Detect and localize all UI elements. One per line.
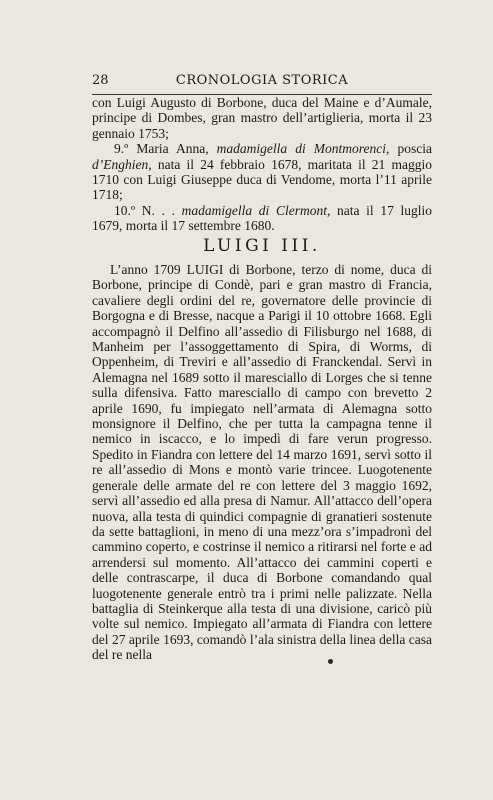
entry-10-rest: , nata il 17 luglio 1679, morta il 17 settembre 1680. — [92, 202, 433, 234]
body-text — [92, 262, 432, 663]
page-header — [92, 73, 432, 91]
entry-continuation: con Luigi Augusto di Borbone, duca del Maine e d’Aumale, principe di Dombes, gran mastro dell’artiglieria, morta il 23 gennaio 1753; — [92, 95, 432, 141]
entry-10 — [92, 203, 432, 234]
entry-9-title: d’Enghien — [92, 156, 149, 172]
genealogy-entries — [92, 95, 432, 234]
ink-spot — [328, 659, 333, 664]
entry-9-mid: , poscia — [386, 141, 432, 157]
entry-9-name: madamigella di Montmorenci — [216, 141, 387, 157]
section-title: LUIGI III. — [203, 236, 321, 256]
entry-9-rest: , nata il 24 febbraio 1678, maritata il 21 maggio 1710 con Luigi Giuseppe duca di Vendome, morta l’11 aprile 1718; — [92, 156, 432, 203]
entry-10-number: 10.º N. . . — [114, 202, 182, 218]
running-title: CRONOLOGIA STORICA — [175, 73, 349, 88]
entry-10-name: madamigella di Clermont — [181, 202, 327, 218]
body-paragraph: L’anno 1709 LUIGI di Borbone, terzo di nome, duca di Borbone, principe di Condè, pari e gran mastro di Francia, cavaliere degli ordini del re, governatore delle provincie di Borgogna e di Bresse, nacque a Parigi il 10 ottobre 1668. Egli accompagnò il Delfino all’assedio di Filisburgo nel 1688, di Manheim per l’assoggettamento di Spira, di Worms, di Oppenheim, di Treviri e all’assedio di Franckendal. Servì in Alemagna nel 1689 sotto il maresciallo di Lorges che si tenne sulla difensiva. Fatto maresciallo di campo con brevetto 2 aprile 1690, fu impiegato nell’armata di Alemagna sotto monsignore il Delfino, che per tutta la campagna tenne il nemico in iscacco, e lo impedì di fare verun progresso. Spedito in Fiandra con lettere del 14 marzo 1691, servì sotto il re all’assedio di Mons e montò varie trincee. Luogotenente generale delle armate del re con lettere del 3 maggio 1692, servì all’assedio ed alla presa di Namur. All’attacco dell’opera nuova, alla testa di quindici compagnie di granatieri sostenute da sette battaglioni, in meno di una mezz’ora s’impadronì del cammino coperto, e costrinse il nemico a ritirarsi nel forte e ad arrendersi sul momento. All’attacco dei cammini coperti e delle contrascarpe, il duca di Borbone comandando qual luogotenente generale entrò tra i primi nelle palizzate. Nella battaglia di Steinkerque alla testa di una divisione, caricò più volte sul nemico. Impiegato all’armata di Fiandra con lettere del 27 aprile 1693, comandò l’ala sinistra della linea della casa del re nella — [92, 262, 432, 663]
page-number: 28 — [92, 73, 109, 88]
entry-9 — [92, 141, 432, 203]
entry-9-number: 9.º Maria Anna, — [114, 141, 217, 157]
